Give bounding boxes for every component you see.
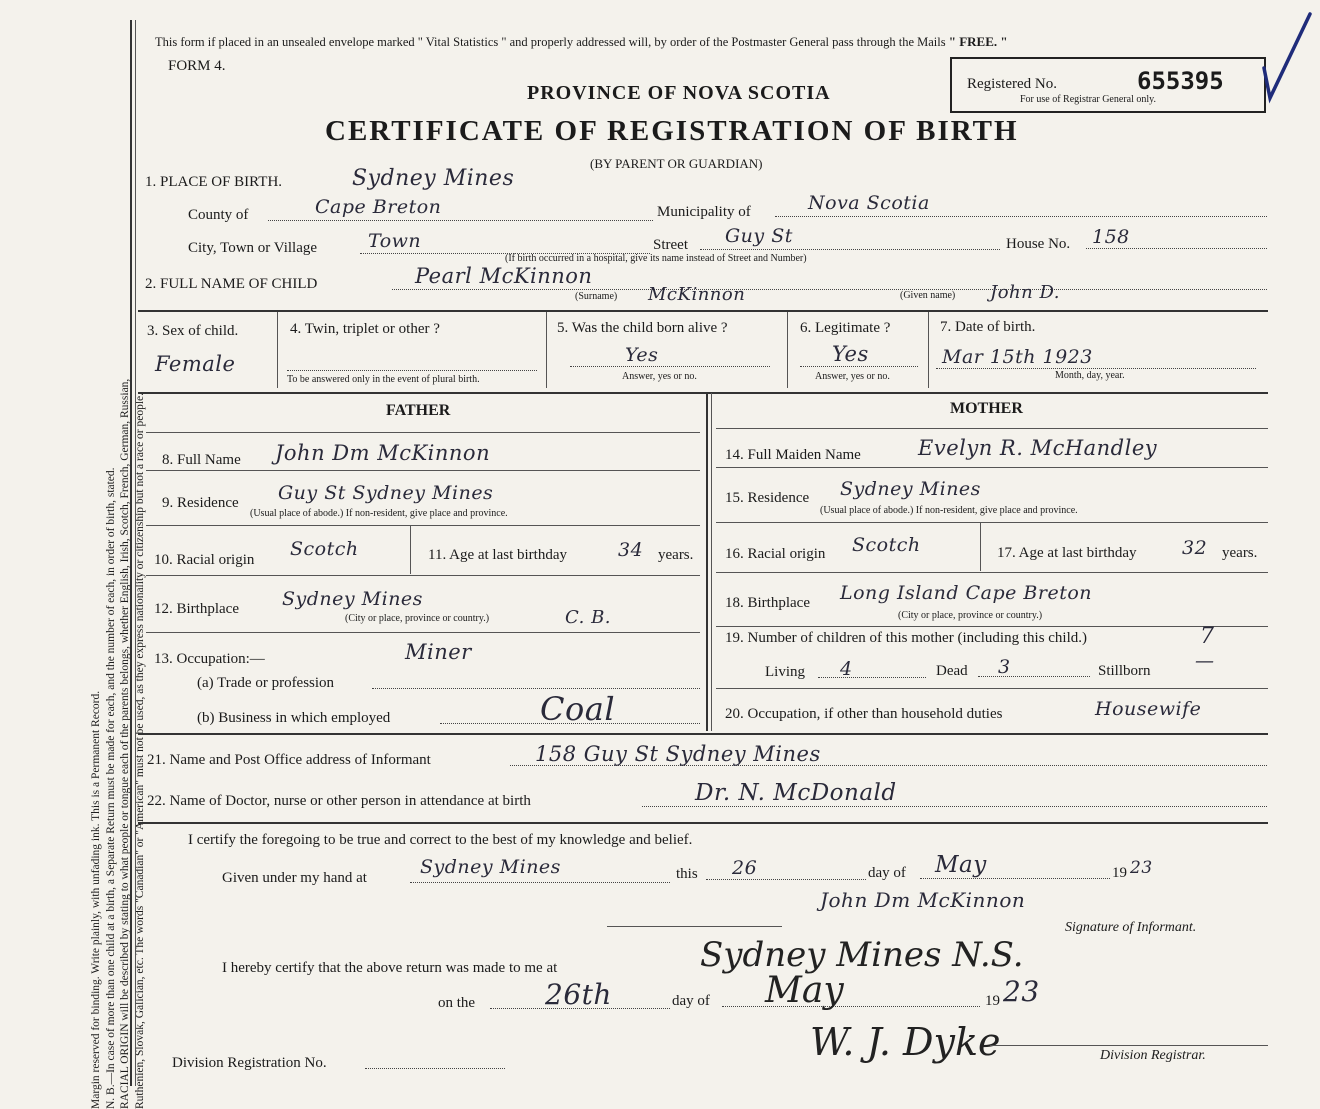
father-col-divider — [410, 526, 411, 574]
father-heading: FATHER — [386, 402, 451, 419]
child-name-value: Pearl McKinnon — [415, 264, 593, 288]
father-rule-3 — [146, 525, 700, 526]
twin-label: 4. Twin, triplet or other ? — [290, 321, 440, 337]
business-label: (b) Business in which employed — [197, 710, 391, 726]
mother-name-label: 14. Full Maiden Name — [725, 447, 861, 463]
certificate-title: CERTIFICATE OF REGISTRATION OF BIRTH — [325, 115, 1019, 147]
mother-years: years. — [1222, 545, 1258, 561]
living-line — [818, 677, 926, 678]
street-line — [700, 249, 1000, 250]
mother-residence-note: (Usual place of abode.) If non-resident, give place and province. — [820, 505, 1078, 516]
given-place-value: Sydney Mines — [420, 856, 561, 878]
house-value: 158 — [1092, 226, 1130, 248]
parents-divider — [706, 393, 708, 731]
rule-top-boxes — [138, 310, 1268, 312]
alive-line — [570, 366, 770, 367]
dob-line — [936, 368, 1256, 369]
child-name-line — [392, 289, 1267, 290]
trade-line — [372, 688, 700, 689]
margin-line-4: Ruthenien, Slovak, Galician, etc. The words "Canadian" or "American" must not be used, as they express nationality or citizenship but not a race or people. — [133, 392, 146, 1109]
mother-residence-label: 15. Residence — [725, 490, 810, 506]
father-birthplace-value: Sydney Mines — [282, 588, 423, 610]
doctor-value: Dr. N. McDonald — [695, 780, 897, 806]
mother-age-label: 17. Age at last birthday — [997, 545, 1137, 561]
informant-label: 21. Name and Post Office address of Informant — [147, 752, 431, 768]
doctor-line — [642, 806, 1267, 807]
given-place-line — [410, 882, 670, 883]
father-birthplace-province: C. B. — [565, 607, 612, 628]
this-label: this — [676, 866, 698, 882]
municipality-value: Nova Scotia — [808, 192, 930, 214]
given-name-label: (Given name) — [900, 290, 956, 301]
mother-name-value: Evelyn R. McHandley — [918, 436, 1158, 460]
signature-caption: Signature of Informant. — [1065, 920, 1197, 935]
registration-box — [950, 57, 1266, 113]
hospital-note: (If birth occurred in a hospital, give its name instead of Street and Number) — [505, 253, 807, 264]
postal-note: This form if placed in an unsealed envelope marked " Vital Statistics " and properly addressed will, by order of the Postmaster General pass through the Mails " FREE. " — [155, 34, 1008, 49]
father-racial-label: 10. Racial origin — [154, 552, 255, 568]
father-years: years. — [658, 547, 694, 563]
rule-certify-top — [138, 822, 1268, 824]
year-prefix: 19 — [1112, 865, 1127, 881]
division-registration-label: Division Registration No. — [172, 1055, 327, 1071]
dead-line — [978, 676, 1090, 677]
place-of-birth-label: 1. PLACE OF BIRTH. — [145, 174, 283, 190]
on-year-suffix: 23 — [1003, 975, 1040, 1008]
signature-line-left — [607, 926, 782, 927]
on-day-value: 26th — [545, 978, 612, 1011]
mother-rule-5 — [716, 626, 1268, 627]
surname-value: McKinnon — [648, 284, 746, 305]
day-of-label-2: day of — [672, 993, 710, 1009]
legitimate-label: 6. Legitimate ? — [800, 320, 891, 336]
registrar-place-value: Sydney Mines N.S. — [700, 935, 1024, 975]
father-birthplace-label: 12. Birthplace — [154, 601, 239, 617]
month-value: May — [935, 852, 987, 878]
mother-occupation-label: 20. Occupation, if other than household duties — [725, 706, 1003, 722]
alive-value: Yes — [625, 344, 659, 366]
sex-label: 3. Sex of child. — [147, 323, 239, 339]
legitimate-value: Yes — [832, 342, 869, 366]
this-day-line — [706, 879, 866, 880]
margin-rule-thin — [135, 20, 136, 1086]
mother-racial-value: Scotch — [852, 534, 921, 556]
box-divider-2 — [546, 312, 547, 388]
mother-racial-label: 16. Racial origin — [725, 546, 826, 562]
father-occupation-label: 13. Occupation:— — [154, 651, 265, 667]
rule-parents-top — [138, 392, 1268, 394]
mother-age-value: 32 — [1182, 537, 1208, 559]
rule-informant-top — [138, 733, 1268, 735]
twin-note: To be answered only in the event of plural birth. — [287, 374, 480, 385]
father-birthplace-note: (City or place, province or country.) — [345, 613, 490, 624]
father-name-value: John Dm McKinnon — [275, 441, 491, 465]
mother-heading: MOTHER — [950, 400, 1023, 417]
registrar-signature-line — [990, 1045, 1268, 1046]
father-rule-2 — [146, 470, 700, 471]
father-rule-5 — [146, 632, 700, 633]
informant-value: 158 Guy St Sydney Mines — [535, 742, 821, 766]
trade-label: (a) Trade or profession — [197, 675, 335, 691]
street-label: Street — [653, 237, 688, 253]
stillborn-value: — — [1195, 650, 1215, 672]
month-line — [920, 878, 1110, 879]
informant-signature: John Dm McKinnon — [820, 888, 1026, 912]
registrar-statement: I hereby certify that the above return was made to me at — [222, 960, 558, 976]
mother-rule-2 — [716, 467, 1268, 468]
father-rule-1 — [146, 432, 700, 433]
certify-statement: I certify the foregoing to be true and correct to the best of my knowledge and belief. — [188, 832, 693, 848]
children-count-value: 7 — [1200, 624, 1215, 649]
dead-label: Dead — [936, 663, 968, 679]
margin-rule — [130, 20, 132, 1086]
registrar-signature: W. J. Dyke — [810, 1020, 1001, 1064]
margin-line-2: N. B.—In case of more than one child at a birth, a Separate Return must be made for each, and the number of each, in order of birth, stated. — [104, 467, 117, 1109]
father-residence-note: (Usual place of abode.) If non-resident, give place and province. — [250, 508, 508, 519]
given-name-value: John D. — [990, 282, 1060, 303]
dob-note: Month, day, year. — [1055, 370, 1125, 381]
province-heading: PROVINCE OF NOVA SCOTIA — [527, 82, 831, 104]
dead-value: 3 — [998, 656, 1011, 678]
house-line — [1086, 248, 1267, 249]
box-divider-3 — [787, 312, 788, 388]
free-mark: " FREE. " — [948, 34, 1008, 49]
city-value: Town — [368, 230, 422, 252]
check-mark-icon — [1258, 8, 1316, 108]
mother-rule-3 — [716, 522, 1268, 523]
stillborn-label: Stillborn — [1098, 663, 1151, 679]
box-divider-1 — [277, 312, 278, 388]
mother-occupation-value: Housewife — [1095, 698, 1202, 720]
division-registration-line — [365, 1068, 505, 1069]
city-label: City, Town or Village — [188, 240, 318, 256]
this-day-value: 26 — [732, 857, 758, 879]
legit-line — [800, 366, 918, 367]
father-residence-value: Guy St Sydney Mines — [278, 482, 494, 504]
alive-label: 5. Was the child born alive ? — [557, 320, 728, 336]
registered-label: Registered No. — [967, 76, 1057, 92]
certificate-subtitle: (BY PARENT OR GUARDIAN) — [590, 156, 763, 171]
legitimate-answer-note: Answer, yes or no. — [815, 371, 890, 382]
on-month-value: May — [765, 970, 844, 1011]
child-name-label: 2. FULL NAME OF CHILD — [145, 276, 318, 292]
county-line — [268, 220, 653, 221]
alive-answer-note: Answer, yes or no. — [622, 371, 697, 382]
binding-margin-notes — [89, 29, 147, 1109]
place-of-birth-value: Sydney Mines — [352, 166, 515, 191]
surname-label: (Surname) — [575, 291, 618, 302]
father-name-label: 8. Full Name — [162, 452, 241, 468]
dob-value: Mar 15th 1923 — [942, 346, 1093, 368]
parents-divider-thin — [711, 393, 712, 731]
box-divider-4 — [928, 312, 929, 388]
registrar-caption: Division Registrar. — [1100, 1048, 1206, 1063]
margin-line-1: Margin reserved for binding. Write plainly, with unfading ink. This is a Permanent Record. — [90, 690, 102, 1109]
registrar-note: For use of Registrar General only. — [1020, 94, 1156, 105]
mother-residence-value: Sydney Mines — [840, 478, 981, 500]
father-occupation-value: Miner — [405, 640, 472, 664]
mother-birthplace-note: (City or place, province or country.) — [898, 610, 1043, 621]
form-number: FORM 4. — [168, 58, 226, 74]
sex-value: Female — [155, 352, 236, 376]
municipality-label: Municipality of — [657, 204, 751, 220]
house-label: House No. — [1006, 236, 1071, 252]
doctor-label: 22. Name of Doctor, nurse or other person in attendance at birth — [147, 793, 531, 809]
father-residence-label: 9. Residence — [162, 495, 239, 511]
mother-rule-1 — [716, 428, 1268, 429]
street-value: Guy St — [725, 225, 793, 247]
twin-line — [287, 370, 537, 371]
mother-rule-4 — [716, 572, 1268, 573]
living-value: 4 — [840, 658, 853, 680]
business-value: Coal — [540, 690, 616, 728]
father-racial-value: Scotch — [290, 538, 359, 560]
year-suffix: 23 — [1130, 858, 1153, 878]
county-label: County of — [188, 207, 249, 223]
on-month-line — [722, 1006, 980, 1007]
father-rule-4 — [146, 575, 700, 576]
given-under-label: Given under my hand at — [222, 870, 367, 886]
registered-number: 655395 — [1137, 67, 1224, 95]
on-year-prefix: 19 — [985, 993, 1000, 1009]
mother-col-divider — [980, 523, 981, 571]
father-age-value: 34 — [618, 539, 644, 561]
on-the-label: on the — [438, 995, 476, 1011]
margin-line-3: RACIAL ORIGIN will be described by stating to what people or tongue each of the parents belongs, whether English, Irish, Scotch, French, German, Russian, — [119, 378, 131, 1109]
mother-birthplace-label: 18. Birthplace — [725, 595, 810, 611]
dob-label: 7. Date of birth. — [940, 319, 1036, 335]
mother-rule-6 — [716, 688, 1268, 689]
day-of-label: day of — [868, 865, 906, 881]
father-age-label: 11. Age at last birthday — [428, 547, 567, 563]
living-label: Living — [765, 664, 805, 680]
municipality-line — [775, 216, 1267, 217]
county-value: Cape Breton — [315, 196, 442, 218]
children-count-label: 19. Number of children of this mother (including this child.) — [725, 630, 1088, 646]
mother-birthplace-value: Long Island Cape Breton — [840, 582, 1093, 604]
